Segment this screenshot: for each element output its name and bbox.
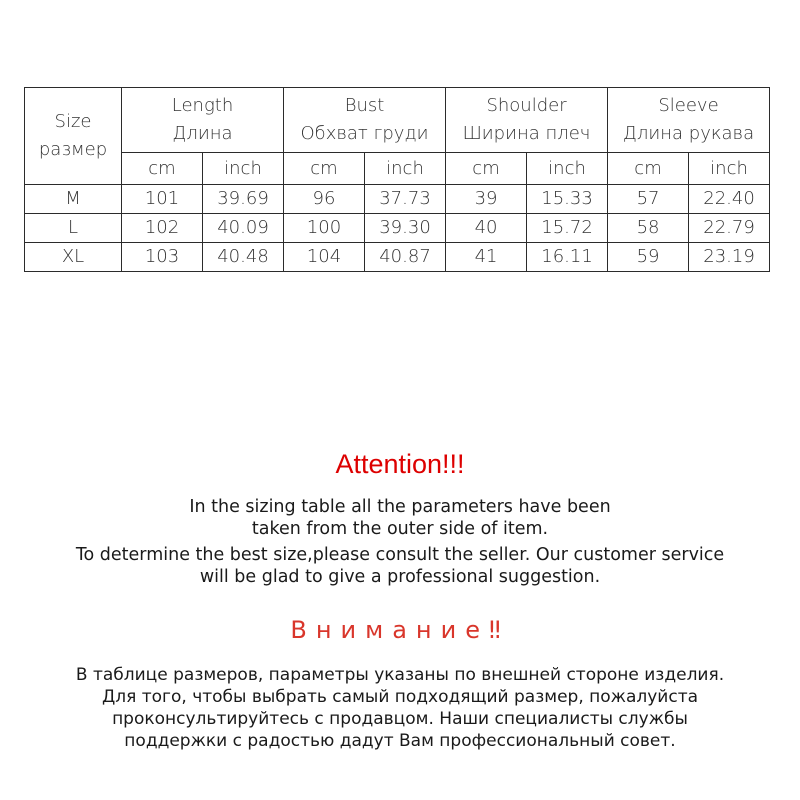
length-header-en: Length xyxy=(171,95,234,116)
table-row xyxy=(25,214,770,243)
size-cell: M xyxy=(25,185,122,214)
unit-cell: inch xyxy=(527,153,608,185)
bust-header xyxy=(284,88,446,153)
shoulder-header xyxy=(446,88,608,153)
unit-row xyxy=(25,153,770,185)
value-cell: 57 xyxy=(608,185,689,214)
value-cell: 58 xyxy=(608,214,689,243)
english-notice xyxy=(0,496,800,588)
shoulder-header-en: Shoulder xyxy=(486,95,567,116)
notice-line: In the sizing table all the parameters have been xyxy=(189,497,611,517)
value-cell: 16.11 xyxy=(527,243,608,272)
unit-cell: cm xyxy=(284,153,365,185)
table-row xyxy=(25,185,770,214)
size-cell: L xyxy=(25,214,122,243)
value-cell: 40.09 xyxy=(203,214,284,243)
russian-attention-heading: Внимание‼ xyxy=(290,616,510,644)
shoulder-header-ru: Ширина плеч xyxy=(462,123,591,144)
value-cell: 15.33 xyxy=(527,185,608,214)
value-cell: 39.30 xyxy=(365,214,446,243)
size-cell: XL xyxy=(25,243,122,272)
value-cell: 100 xyxy=(284,214,365,243)
value-cell: 96 xyxy=(284,185,365,214)
value-cell: 23.19 xyxy=(689,243,770,272)
size-header-cell xyxy=(25,88,122,185)
value-cell: 40.87 xyxy=(365,243,446,272)
size-header-ru: размер xyxy=(38,139,108,160)
notice-line: В таблице размеров, параметры указаны по внешней стороне изделия. xyxy=(75,665,725,685)
value-cell: 101 xyxy=(122,185,203,214)
length-header xyxy=(122,88,284,153)
unit-cell: inch xyxy=(689,153,770,185)
notice-line: поддержки с радостью дадут Вам профессиональный совет. xyxy=(124,731,676,751)
sleeve-header-ru: Длина рукава xyxy=(622,123,755,144)
sleeve-header-en: Sleeve xyxy=(658,95,719,116)
bust-header-ru: Обхват груди xyxy=(300,123,429,144)
value-cell: 22.79 xyxy=(689,214,770,243)
attention-heading: Attention!!! xyxy=(335,449,465,479)
unit-cell: inch xyxy=(365,153,446,185)
table-header-row xyxy=(25,88,770,153)
size-header-en: Size xyxy=(54,111,92,132)
russian-notice xyxy=(0,664,800,752)
value-cell: 41 xyxy=(446,243,527,272)
unit-cell: cm xyxy=(608,153,689,185)
bust-header-en: Bust xyxy=(344,95,385,116)
notice-line: To determine the best size,please consult the seller. Our customer service xyxy=(75,545,725,565)
value-cell: 59 xyxy=(608,243,689,272)
notice-line: Для того, чтобы выбрать самый подходящий размер, пожалуйста xyxy=(101,687,699,707)
value-cell: 39 xyxy=(446,185,527,214)
sleeve-header xyxy=(608,88,770,153)
value-cell: 37.73 xyxy=(365,185,446,214)
value-cell: 40 xyxy=(446,214,527,243)
unit-cell: inch xyxy=(203,153,284,185)
value-cell: 102 xyxy=(122,214,203,243)
unit-cell: cm xyxy=(122,153,203,185)
notice-line: проконсультируйтесь с продавцом. Наши специалисты службы xyxy=(112,709,688,729)
value-cell: 104 xyxy=(284,243,365,272)
value-cell: 103 xyxy=(122,243,203,272)
value-cell: 15.72 xyxy=(527,214,608,243)
notice-line: will be glad to give a professional suggestion. xyxy=(199,567,601,587)
table-row xyxy=(25,243,770,272)
value-cell: 39.69 xyxy=(203,185,284,214)
size-chart-table xyxy=(24,87,770,272)
value-cell: 22.40 xyxy=(689,185,770,214)
value-cell: 40.48 xyxy=(203,243,284,272)
notice-line: taken from the outer side of item. xyxy=(251,519,549,539)
length-header-ru: Длина xyxy=(172,123,233,144)
unit-cell: cm xyxy=(446,153,527,185)
